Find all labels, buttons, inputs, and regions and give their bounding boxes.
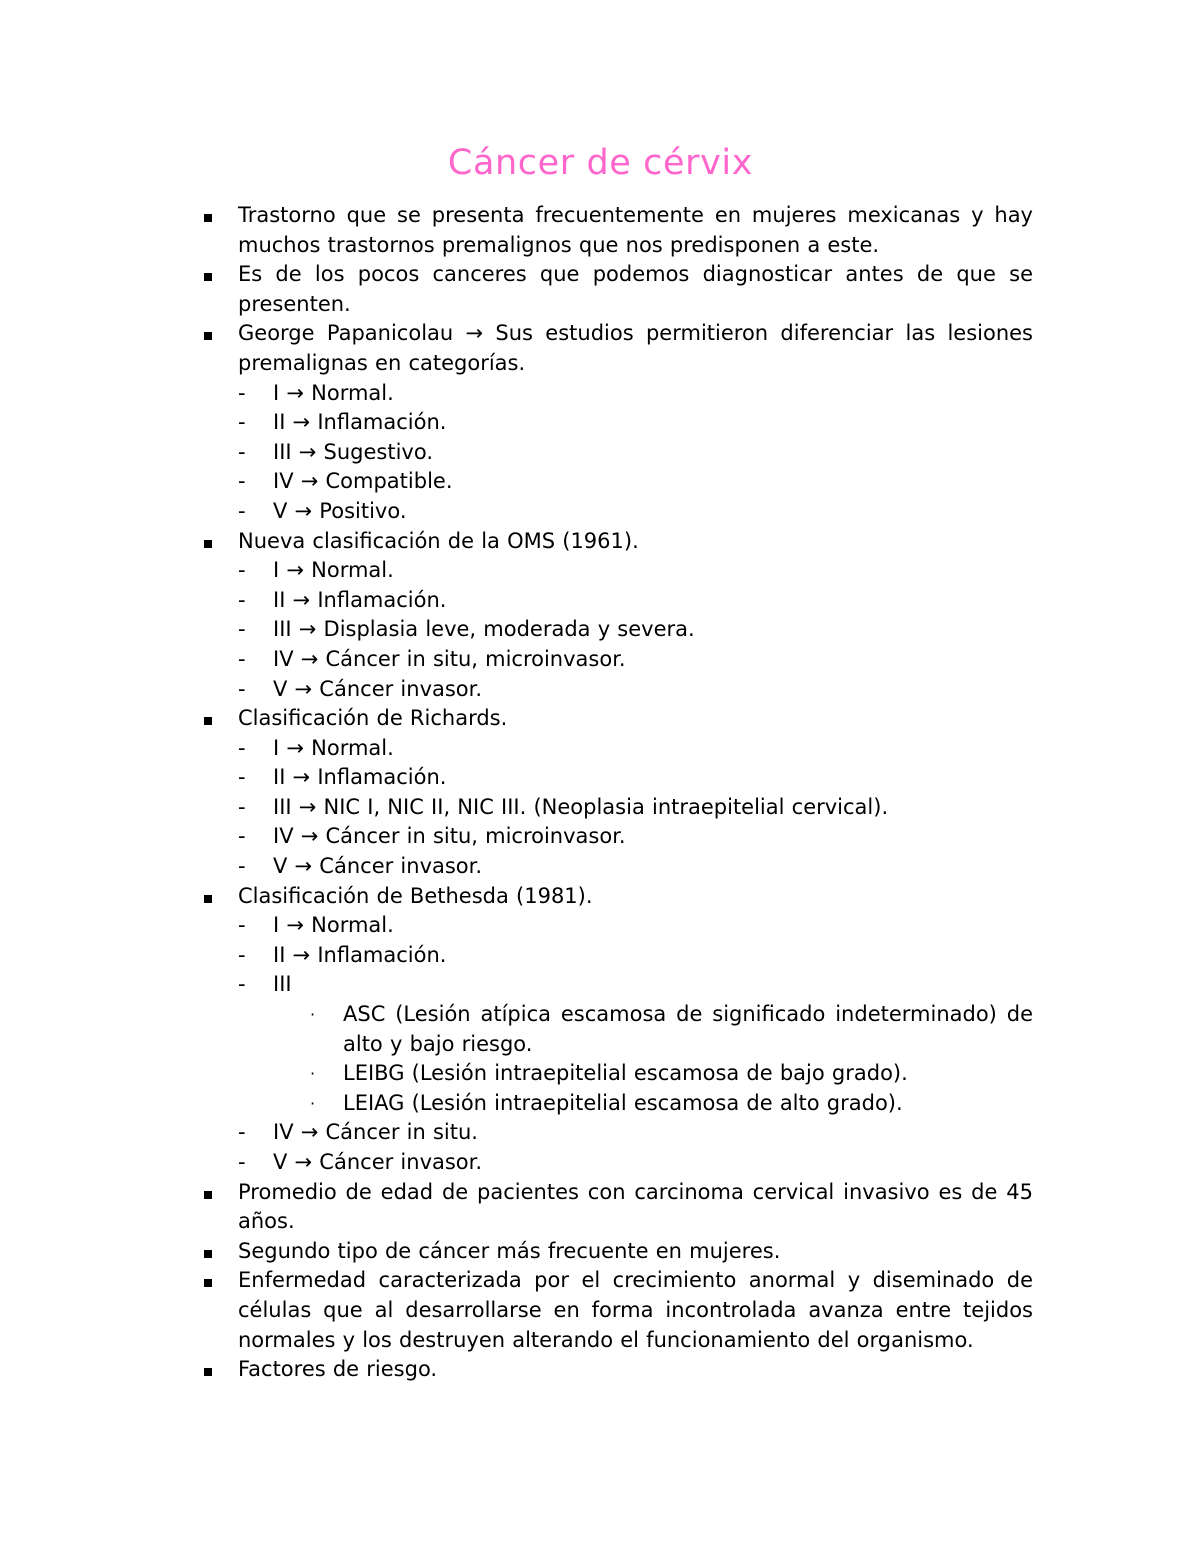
square-bullet-icon — [204, 260, 212, 290]
dash-marker: - — [238, 854, 246, 879]
list-item — [200, 586, 1033, 616]
dash-marker: - — [238, 824, 246, 849]
dash-marker: - — [238, 913, 246, 938]
list-item-text: George Papanicolau → Sus estudios permitieron diferenciar las lesiones premalignas en categorías. — [238, 321, 1033, 375]
list-item-text: IV → Cáncer in situ. — [273, 1120, 478, 1145]
dash-marker: - — [238, 765, 246, 790]
square-bullet-icon — [204, 540, 212, 548]
list-item-text: Nueva clasificación de la OMS (1961). — [238, 528, 639, 553]
list-item-text: Factores de riesgo. — [238, 1357, 438, 1382]
list-item-text: II → Inflamación. — [273, 587, 447, 612]
dash-marker: - — [238, 676, 246, 701]
list-item-text: I → Normal. — [273, 735, 394, 760]
list-item — [200, 1355, 1033, 1385]
list-item-text: V → Positivo. — [273, 498, 407, 523]
list-item — [200, 911, 1033, 941]
list-item-text: LEIBG (Lesión intraepitelial escamosa de bajo grado). — [343, 1061, 908, 1086]
list-item — [200, 319, 1033, 378]
list-item — [200, 260, 1033, 319]
list-item-text: III → NIC I, NIC II, NIC III. (Neoplasia intraepitelial cervical). — [273, 794, 889, 819]
dash-marker: - — [238, 410, 246, 435]
square-bullet-icon — [204, 1355, 212, 1385]
list-item — [200, 1000, 1033, 1059]
list-item-text: Segundo tipo de cáncer más frecuente en mujeres. — [238, 1238, 781, 1263]
list-item — [200, 467, 1033, 497]
list-item — [200, 527, 1033, 557]
dash-marker: - — [238, 469, 246, 494]
list-item — [200, 201, 1033, 260]
dot-marker: · — [310, 1093, 316, 1113]
dash-marker: - — [238, 617, 246, 642]
dash-marker: - — [238, 735, 246, 760]
list-item — [200, 645, 1033, 675]
square-bullet-icon — [204, 895, 212, 903]
square-bullet-icon — [204, 527, 212, 557]
list-item-text: IV → Cáncer in situ, microinvasor. — [273, 646, 626, 671]
square-bullet-icon — [204, 1279, 212, 1287]
list-item — [200, 1266, 1033, 1355]
dash-marker: - — [238, 1120, 246, 1145]
dot-marker: · — [310, 1064, 316, 1084]
list-item — [200, 438, 1033, 468]
bullet-list — [200, 201, 1033, 1385]
square-bullet-icon — [204, 332, 212, 340]
list-item — [200, 408, 1033, 438]
square-bullet-icon — [204, 704, 212, 734]
dash-marker: - — [238, 1150, 246, 1174]
list-item — [200, 497, 1033, 527]
list-item-text: V → Cáncer invasor. — [273, 676, 483, 701]
list-item — [200, 704, 1033, 734]
list-item-text: IV → Cáncer in situ, microinvasor. — [273, 824, 626, 849]
list-item — [200, 1178, 1033, 1237]
list-item — [200, 734, 1033, 764]
list-item-text: Clasificación de Bethesda (1981). — [238, 883, 593, 908]
list-item-text: Es de los pocos canceres que podemos diagnosticar antes de que se presenten. — [238, 262, 1033, 316]
list-item — [200, 852, 1033, 882]
dash-marker: - — [238, 972, 246, 997]
square-bullet-icon — [204, 201, 212, 231]
list-item-text: Promedio de edad de pacientes con carcinoma cervical invasivo es de 45 años. — [238, 1179, 1033, 1234]
square-bullet-icon — [204, 882, 212, 912]
list-item-text: I → Normal. — [273, 913, 394, 938]
list-item — [200, 1089, 1033, 1119]
square-bullet-icon — [204, 1266, 212, 1296]
list-item — [200, 1237, 1033, 1267]
list-item — [200, 675, 1033, 705]
square-bullet-icon — [204, 1237, 212, 1267]
list-item — [200, 1118, 1033, 1148]
square-bullet-icon — [204, 1250, 212, 1258]
dash-marker: - — [238, 942, 246, 967]
square-bullet-icon — [204, 273, 212, 281]
dash-marker: - — [238, 439, 246, 464]
list-item-text: ASC (Lesión atípica escamosa de significado indeterminado) de alto y bajo riesgo. — [343, 1002, 1033, 1056]
square-bullet-icon — [204, 1178, 212, 1208]
list-item — [200, 615, 1033, 645]
list-item-text: II → Inflamación. — [273, 942, 447, 967]
list-item-text: III → Displasia leve, moderada y severa. — [273, 617, 695, 642]
list-item — [200, 882, 1033, 912]
list-item-text: IV → Compatible. — [273, 469, 453, 494]
list-item-text: II → Inflamación. — [273, 410, 447, 435]
square-bullet-icon — [204, 717, 212, 725]
square-bullet-icon — [204, 1191, 212, 1199]
dash-marker: - — [238, 380, 246, 405]
list-item — [200, 822, 1033, 852]
list-item-text: Trastorno que se presenta frecuentemente en mujeres mexicanas y hay muchos trastornos premalignos que nos predisponen a este. — [238, 203, 1033, 257]
list-item — [200, 763, 1033, 793]
list-item — [200, 1059, 1033, 1089]
list-item-text: LEIAG (Lesión intraepitelial escamosa de alto grado). — [343, 1090, 903, 1115]
dash-marker: - — [238, 646, 246, 671]
list-item-text: Enfermedad caracterizada por el crecimiento anormal y diseminado de células que al desarrollarse en forma incontrolada avanza entre tejidos normales y los destruyen alterando el funcionamiento del organismo. — [238, 1268, 1033, 1352]
dot-marker: · — [310, 1005, 316, 1025]
dash-marker: - — [238, 794, 246, 819]
list-item-text: I → Normal. — [273, 380, 394, 405]
list-item — [200, 379, 1033, 409]
list-item-text: V → Cáncer invasor. — [273, 1150, 483, 1174]
dash-marker: - — [238, 587, 246, 612]
list-item-text: V → Cáncer invasor. — [273, 854, 483, 879]
dash-marker: - — [238, 558, 246, 583]
list-item — [200, 941, 1033, 971]
document-title: Cáncer de cérvix — [447, 143, 754, 183]
list-item-text: I → Normal. — [273, 558, 394, 583]
list-item — [200, 970, 1033, 1000]
list-item-text: III → Sugestivo. — [273, 439, 434, 464]
square-bullet-icon — [204, 319, 212, 349]
list-item — [200, 556, 1033, 586]
list-item-text: II → Inflamación. — [273, 765, 447, 790]
square-bullet-icon — [204, 214, 212, 222]
dash-marker: - — [238, 498, 246, 523]
list-item-text: III — [273, 972, 292, 997]
list-item — [200, 793, 1033, 823]
list-item — [200, 1148, 1033, 1178]
list-item-text: Clasificación de Richards. — [238, 706, 508, 731]
square-bullet-icon — [204, 1368, 212, 1376]
